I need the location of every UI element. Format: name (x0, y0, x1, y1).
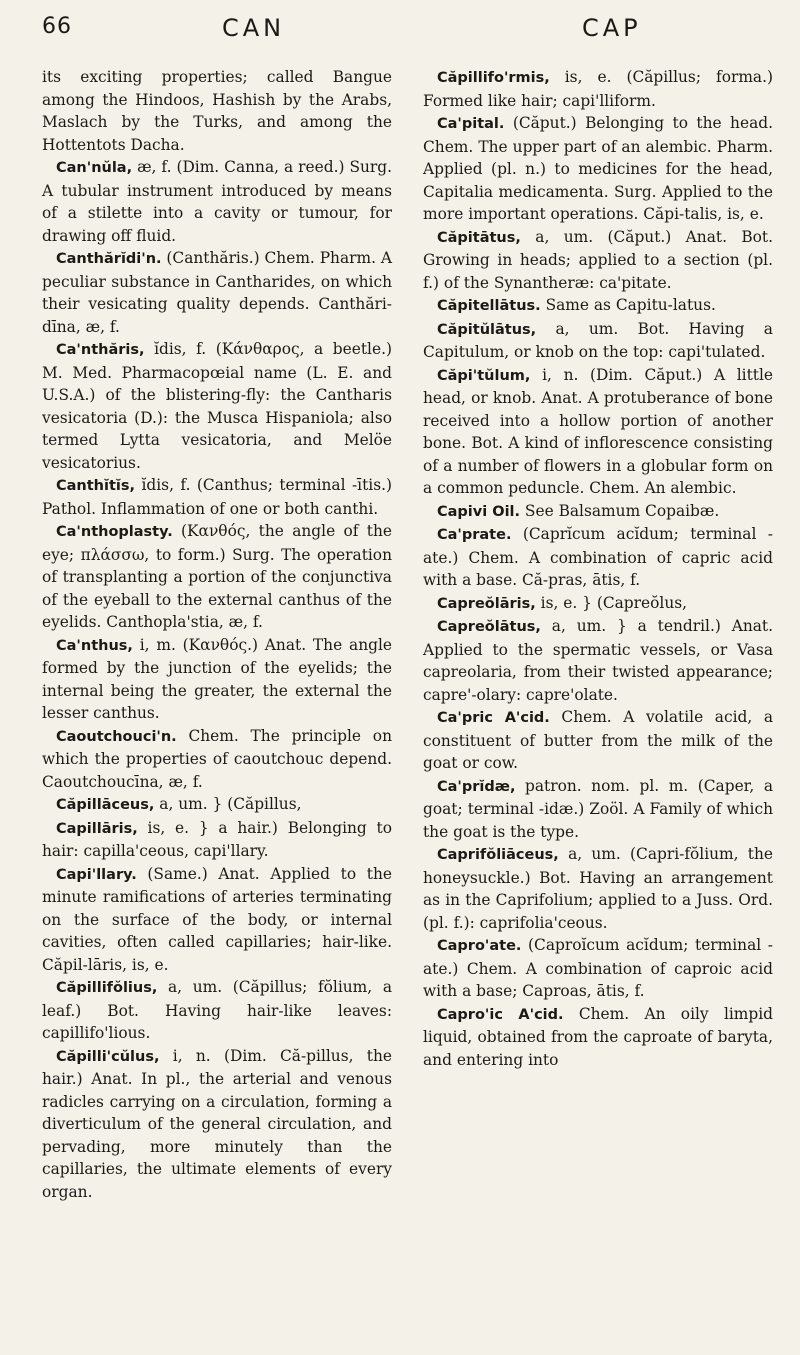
dictionary-entry (423, 364, 773, 500)
entry-headword: Căpi'tŭlum, (437, 367, 531, 384)
entry-text: i, n. (Dim. Căput.) A little head, or knob. Anat. A protuberance of bone received into a hollow portion of another bone. Bot. A kind of inflorescence consisting of a number of flowers in a globular form on a common peduncle. Chem. An alembic. (423, 365, 773, 497)
dictionary-entry (42, 725, 392, 794)
entry-headword: Capillāris, (56, 820, 138, 837)
dictionary-entry (423, 615, 773, 706)
entry-text: a, um. (Căpillus; fŏlium, a leaf.) Bot. Having hair-like leaves: capillifo'lious. (42, 978, 392, 1042)
entry-headword: Ca'nthoplasty. (56, 524, 173, 540)
entry-text: ĭdis, f. (Κάνθαρος, a beetle.) M. Med. Pharmacopœial name (L. E. and U.S.A.) of the blistering-fly: the Cantharis vesicatoria (D.): the Musca Hispaniola; also termed Lytta vesicatoria, and Melöe vesicatorius. (42, 340, 392, 472)
dictionary-entry (42, 976, 392, 1045)
entry-text: (Căput.) Belonging to the head. Chem. The upper part of an alembic. Pharm. Applied (pl. n.) to medicines for the head, Capitalia medicamenta. Surg. Applied to the more important operations. Căpi-talis, is, e. (423, 114, 773, 223)
entry-headword: Can'nŭla, (56, 160, 133, 176)
entry-text: (Caproĭcum acĭdum; terminal -ate.) Chem. A combination of caproic acid with a base; Caproas, ātis, f. (423, 936, 773, 1000)
dictionary-entry (42, 474, 392, 520)
entry-text: is, e. (Căpillus; forma.) Formed like hair; capi'lliform. (423, 68, 773, 110)
entry-text: Chem. A volatile acid, a constituent of butter from the milk of the goat or cow. (423, 708, 773, 772)
dictionary-entry (423, 500, 773, 524)
entry-headword: Ca'pric A'cid. (437, 710, 550, 726)
dictionary-entry (423, 294, 773, 318)
entry-headword: Ca'pital. (437, 116, 505, 132)
dictionary-entry (423, 523, 773, 592)
dictionary-entry (42, 863, 392, 977)
entry-headword: Căpillifo'rmis, (437, 70, 550, 86)
dictionary-entry (423, 318, 773, 364)
dictionary-entry (42, 338, 392, 474)
entry-headword: Capro'ate. (437, 938, 522, 954)
entry-text: i, m. (Κανθός.) Anat. The angle formed by the junction of the eyelids; the internal being the greater, the external the lesser canthus. (42, 635, 392, 722)
dictionary-entry (423, 112, 773, 226)
entry-headword: Căpitātus, (437, 229, 521, 246)
entry-headword: Capreŏlātus, (437, 619, 541, 635)
entry-text: (Caprĭcum acĭdum; terminal -ate.) Chem. A combination of capric acid with a base. Că-pras, ātis, f. (423, 525, 773, 589)
dictionary-entry (42, 247, 392, 338)
dictionary-entry (42, 520, 392, 634)
entry-text: æ, f. (Dim. Canna, a reed.) Surg. A tubular instrument introduced by means of a stilette into a cavity or tumour, for drawing off fluid. (42, 158, 392, 245)
entry-text: is, e. } (Capreŏlus, (535, 593, 688, 612)
entry-text: Same as Capitu-latus. (540, 296, 716, 314)
dictionary-entry (423, 1003, 773, 1072)
dictionary-entry (423, 592, 773, 616)
dictionary-entry (423, 226, 773, 295)
page-header (42, 0, 770, 60)
entry-headword: Caprifŏliāceus, (437, 847, 559, 863)
entry-headword: Canthĭtĭs, (56, 478, 136, 494)
entry-headword: Ca'prĭdæ, (437, 778, 516, 795)
entry-headword: Canthărĭdi'n. (56, 251, 162, 267)
entry-headword: Caoutchouci'n. (56, 728, 177, 745)
entry-headword: Capi'llary. (56, 866, 137, 883)
entry-headword: Căpillāceus, (56, 797, 155, 813)
dictionary-entry (42, 793, 392, 817)
dictionary-entry (423, 706, 773, 775)
entry-text: a, um. Bot. Having a Capitulum, or knob on the top: capi'tulated. (423, 319, 773, 361)
entry-text: (Κανθός, the angle of the eye; πλάσσω, to form.) Surg. The operation of transplanting a portion of the conjunctiva of the eyeball to the external canthus of the eyelids. Canthopla'stia, æ, f. (42, 522, 392, 631)
entry-text: a, um. (Căput.) Anat. Bot. Growing in heads; applied to a section (pl. f.) of the Synantheræ: ca'pitate. (423, 227, 773, 292)
dictionary-entry (423, 843, 773, 934)
dictionary-entry (42, 634, 392, 725)
entry-headword: Capro'ic A'cid. (437, 1006, 564, 1023)
entry-text: See Balsamum Copaibæ. (520, 501, 720, 520)
right-guide-word: CAP (582, 14, 642, 42)
entry-headword: Ca'nthăris, (56, 342, 145, 358)
entry-text: is, e. } a hair.) Belonging to hair: capilla'ceous, capi'llary. (42, 818, 392, 860)
entry-text: a, um. } (Căpillus, (154, 795, 302, 813)
entry-headword: Ca'prate. (437, 527, 512, 543)
entry-headword: Căpillifŏlius, (56, 980, 158, 996)
entry-text: i, n. (Dim. Că-pillus, the hair.) Anat. In pl., the arterial and venous radicles carrying on a circulation, forming a diverticulum of the general circulation, and pervading, more minutely than the capillaries, the ultimate elements of every organ. (42, 1046, 392, 1201)
entry-headword: Capreŏlāris, (437, 595, 536, 612)
entry-text: its exciting properties; called Bangue among the Hindoos, Hashish by the Arabs, Maslach by the Turks, and among the Hottentots Dacha. (42, 68, 392, 154)
dictionary-entry (42, 156, 392, 247)
entry-text: (Same.) Anat. Applied to the minute ramifications of arteries terminating on the surface of the body, or internal cavities, often called capillaries; hair-like. Căpil-lāris, is, e. (42, 864, 392, 974)
entry-text: (Canthăris.) Chem. Pharm. A peculiar substance in Cantharides, on which their vesicating quality depends. Canthări-dīna, æ, f. (42, 249, 393, 336)
dictionary-entry (423, 66, 773, 112)
dictionary-entry (42, 66, 392, 156)
dictionary-entry (423, 934, 773, 1003)
columns (42, 66, 774, 1345)
entry-text: a, um. } a tendril.) Anat. Applied to the spermatic vessels, or Vasa capreolaria, from their twisted appearance; capre'-olary: capre'olate. (423, 617, 773, 704)
entry-headword: Căpitellātus. (437, 298, 541, 314)
left-column (42, 66, 392, 1203)
entry-headword: Capivi Oil. (437, 503, 521, 520)
dictionary-entry (42, 1045, 392, 1204)
entry-headword: Ca'nthus, (56, 637, 133, 654)
entry-text: patron. nom. pl. m. (Caper, a goat; terminal -idæ.) Zoöl. A Family of which the goat is the type. (423, 776, 773, 841)
left-guide-word: CAN (222, 14, 286, 42)
entry-headword: Căpilli'cŭlus, (56, 1048, 160, 1065)
entry-text: Chem. An oily limpid liquid, obtained from the caproate of baryta, and entering into (423, 1004, 774, 1069)
entry-text: ĭdis, f. (Canthus; terminal -ītis.) Pathol. Inflammation of one or both canthi. (42, 476, 392, 518)
entry-text: a, um. (Capri-fŏlium, the honeysuckle.) Bot. Having an arrangement as in the Caprifolium; applied to a Juss. Ord. (pl. f.): caprifolia'ceous. (423, 845, 773, 932)
right-column (423, 66, 773, 1071)
page-number: 66 (42, 14, 72, 39)
entry-headword: Căpitŭlātus, (437, 321, 537, 338)
dictionary-entry (423, 775, 773, 844)
entry-text: Chem. The principle on which the properties of caoutchouc depend. Caoutchoucīna, æ, f. (42, 726, 392, 791)
dictionary-entry (42, 817, 392, 863)
